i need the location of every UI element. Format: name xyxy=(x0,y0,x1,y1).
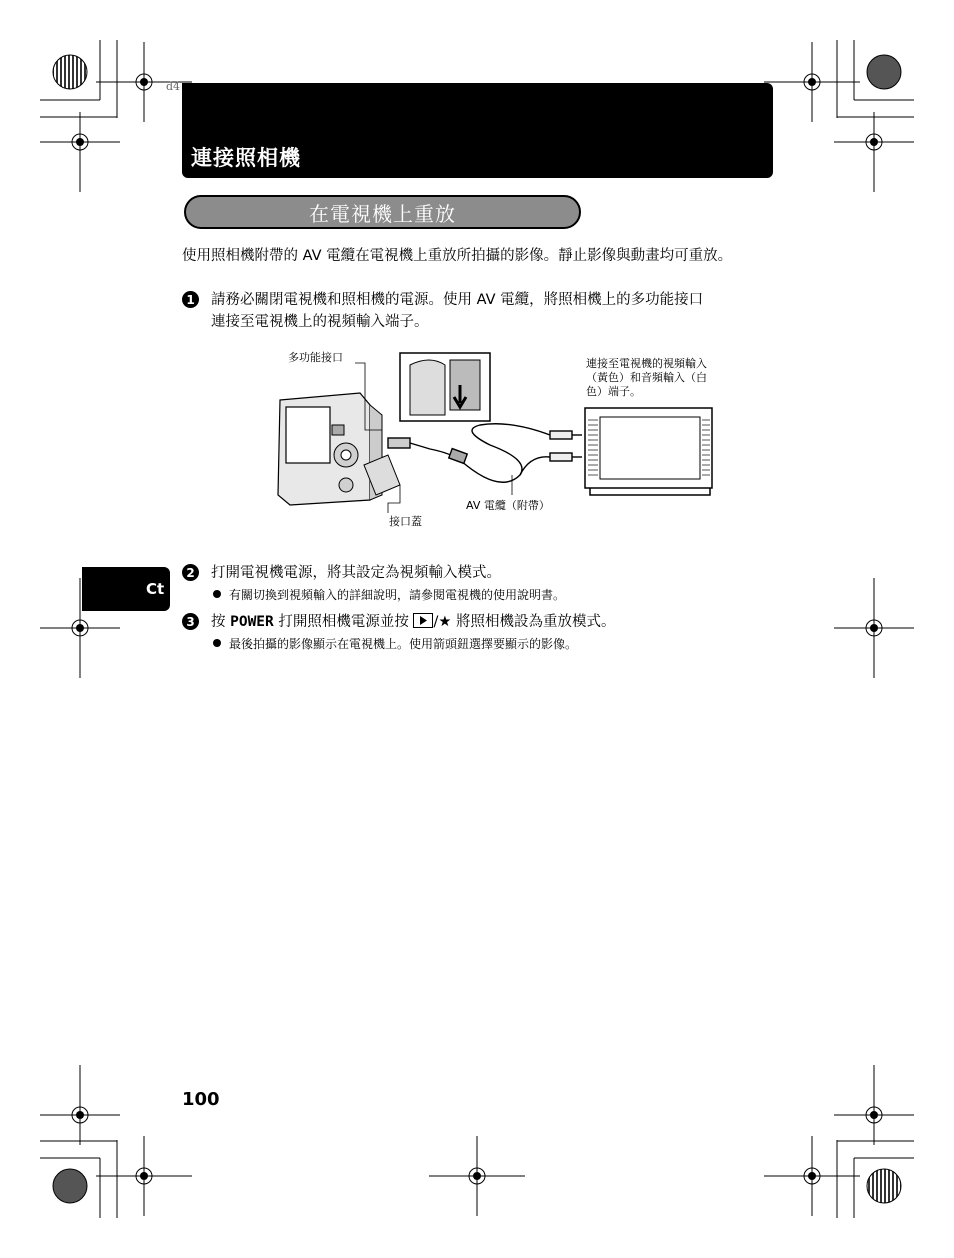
playback-icon xyxy=(413,613,433,628)
power-button-label: POWER xyxy=(230,614,274,630)
connector-inset xyxy=(400,353,490,421)
step-number-badge: 3 xyxy=(182,613,199,630)
step-3 xyxy=(182,611,777,635)
label-multi-connector: 多功能接口 xyxy=(288,351,343,364)
chapter-title: 連接照相機 xyxy=(191,146,301,170)
camera-illustration xyxy=(278,393,400,505)
print-slug: d4 xyxy=(166,80,181,93)
section-header xyxy=(184,195,581,229)
page-number: 100 xyxy=(182,1089,220,1110)
step-3-text: 按 POWER 打開照相機電源並按 /★ 將照相機設為重放模式。 xyxy=(211,614,616,630)
step-1 xyxy=(182,289,777,335)
tv-illustration xyxy=(585,408,712,495)
step-number-badge: 2 xyxy=(182,564,199,581)
step-3-bullet: 最後拍攝的影像顯示在電視機上。使用箭頭鈕選擇要顯示的影像。 xyxy=(213,635,577,653)
av-cable xyxy=(388,424,582,483)
label-tv-input: 連接至電視機的視頻輸入 （黃色）和音頻輸入（白 色）端子。 xyxy=(586,357,707,398)
label-av-cable: AV 電纜（附帶） xyxy=(466,499,550,512)
step-1-text: 請務必關閉電視機和照相機的電源。使用 AV 電纜，將照相機上的多功能接口 連接至電視機上的視頻輸入端子。 xyxy=(211,292,704,330)
intro-paragraph: 使用照相機附帶的 AV 電纜在電視機上重放所拍攝的影像。靜止影像與動畫均可重放。 xyxy=(182,248,733,264)
step-number-badge: 1 xyxy=(182,291,199,308)
label-connector-cover: 接口蓋 xyxy=(389,515,422,528)
step-2 xyxy=(182,562,777,586)
language-tab-label: Ct xyxy=(146,580,165,598)
step-2-bullet: 有關切換到視頻輸入的詳細說明，請參閱電視機的使用說明書。 xyxy=(213,586,565,604)
section-title: 在電視機上重放 xyxy=(309,201,456,226)
step-2-text: 打開電視機電源，將其設定為視頻輸入模式。 xyxy=(211,565,501,581)
